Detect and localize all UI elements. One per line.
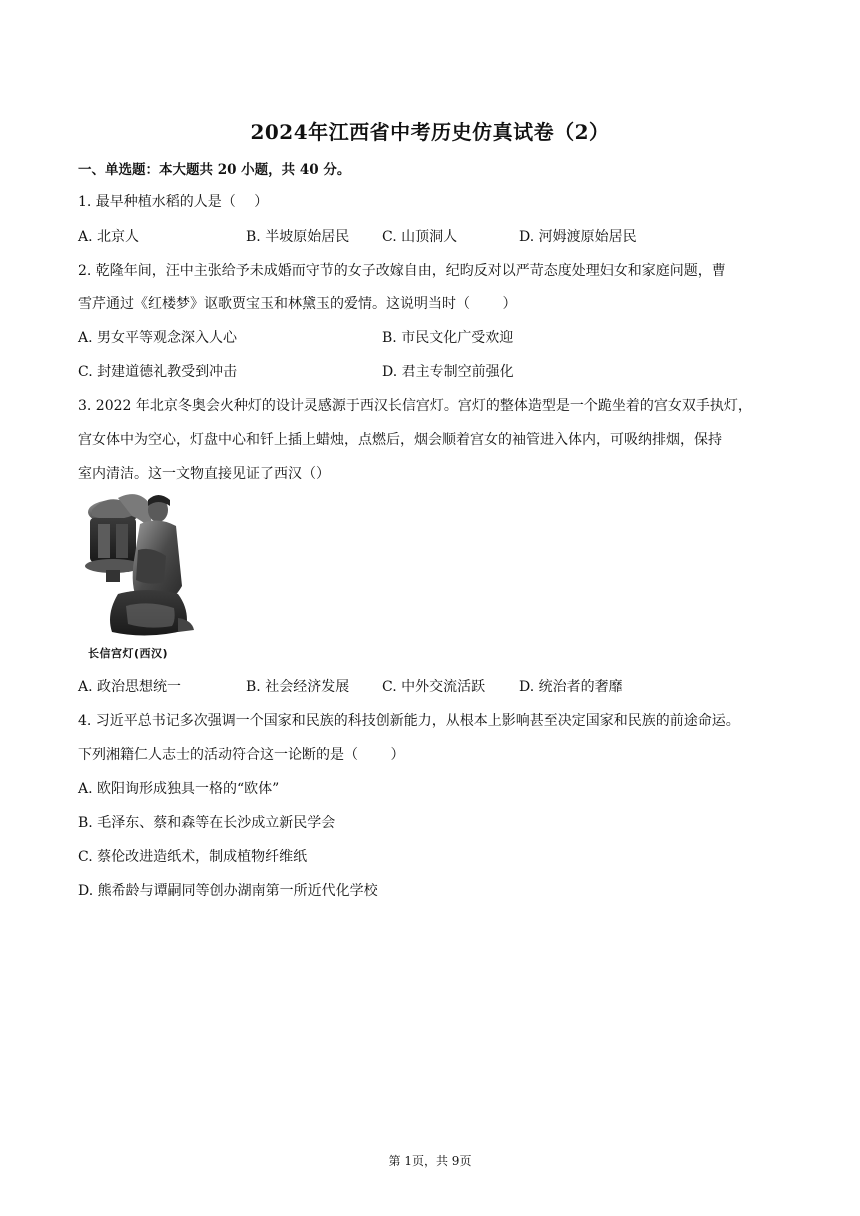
- question-1-option-b: B. 半坡原始居民: [246, 229, 350, 245]
- question-4-option-b: B. 毛泽东、蔡和森等在长沙成立新民学会: [78, 815, 336, 831]
- question-3-option-d: D. 统治者的奢靡: [519, 679, 623, 695]
- exam-title: 2024年江西省中考历史仿真试卷（2）: [250, 120, 610, 144]
- question-3-stem-line-2: 宫女体中为空心，灯盘中心和钎上插上蜡烛，点燃后，烟会顺着宫女的袖管进入体内，可吸纳排烟，保持: [78, 432, 722, 448]
- section-heading: 一、单选题：本大题共 20 小题，共 40 分。: [78, 162, 351, 178]
- question-1-option-c: C. 山顶洞人: [382, 229, 458, 245]
- question-2-option-c: C. 封建道德礼教受到冲击: [78, 364, 238, 380]
- question-4-stem-line-2: 下列湘籍仁人志士的活动符合这一论断的是（ ）: [78, 747, 405, 763]
- question-3-option-a: A. 政治思想统一: [78, 679, 182, 695]
- question-1-option-a: A. 北京人: [78, 229, 140, 245]
- page-footer: 第 1页，共 9页: [388, 1154, 472, 1168]
- question-2-stem-line-2: 雪芹通过《红楼梦》讴歌贾宝玉和林黛玉的爱情。这说明当时（ ）: [78, 296, 517, 312]
- question-3-option-c: C. 中外交流活跃: [382, 679, 486, 695]
- question-3-stem-line-1: 3. 2022 年北京冬奥会火种灯的设计灵感源于西汉长信宫灯。宫灯的整体造型是一个跪坐着的宫女双手执灯，: [78, 398, 752, 414]
- changxin-palace-lamp-image: [78, 490, 198, 665]
- question-2-option-d: D. 君主专制空前强化: [382, 364, 514, 380]
- question-3-option-b: B. 社会经济发展: [246, 679, 350, 695]
- figure-caption: 长信宫灯(西汉): [88, 647, 169, 660]
- question-4-stem-line-1: 4. 习近平总书记多次强调一个国家和民族的科技创新能力，从根本上影响甚至决定国家和民族的前途命运。: [78, 713, 740, 729]
- question-2-stem-line-1: 2. 乾隆年间，汪中主张给予未成婚而守节的女子改嫁自由，纪昀反对以严苛态度处理妇女和家庭问题，曹: [78, 263, 726, 279]
- question-4-option-c: C. 蔡伦改进造纸术，制成植物纤维纸: [78, 849, 308, 865]
- question-1-option-d: D. 河姆渡原始居民: [519, 229, 637, 245]
- question-2-option-a: A. 男女平等观念深入人心: [78, 330, 238, 346]
- question-4-option-d: D. 熊希龄与谭嗣同等创办湖南第一所近代化学校: [78, 883, 378, 899]
- question-2-option-b: B. 市民文化广受欢迎: [382, 330, 514, 346]
- question-3-stem-line-3: 室内清洁。这一文物直接见证了西汉（）: [78, 466, 330, 482]
- question-4-option-a: A. 欧阳询形成独具一格的“欧体”: [78, 781, 280, 797]
- question-1-stem: 1. 最早种植水稻的人是（ ）: [78, 194, 269, 210]
